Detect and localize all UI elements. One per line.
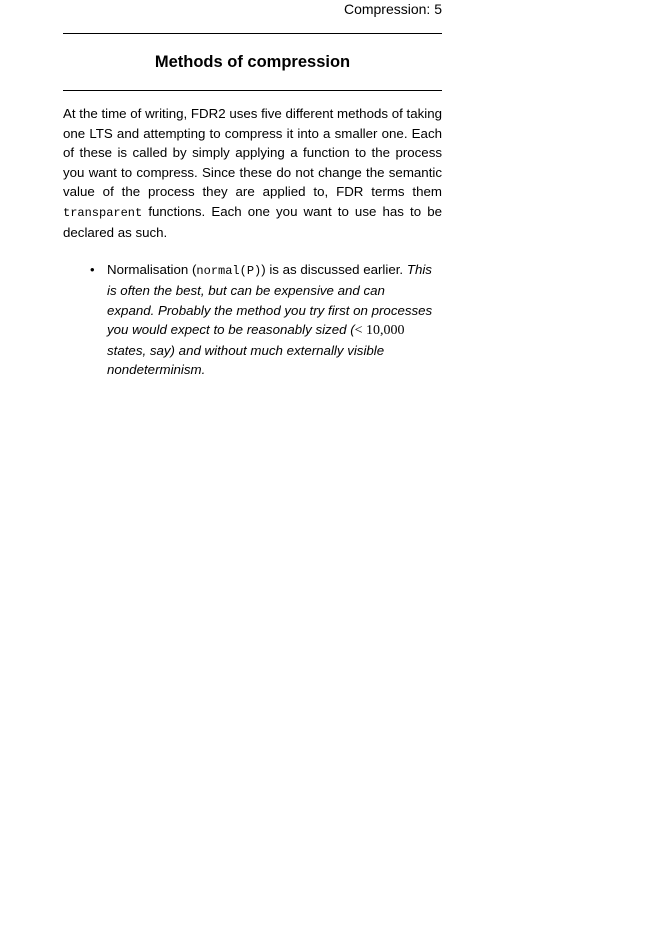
method-description-start: This is often the best, but can be expensive and can expand. Probably the method you try first on processes you would expect to be reasonably sized ( <box>107 261 433 337</box>
list-item <box>63 260 433 380</box>
method-description-end: states, say) and without much externally visible nondeterminism. <box>107 342 385 377</box>
intro-text-end: functions. Each one you want to use has to be declared as such. <box>63 203 442 240</box>
intro-text-start: At the time of writing, FDR2 uses five different methods of taking one LTS and attempting to compress it into a smaller one. Each of these is called by simply applying a function to the process you want to compress. Since these do not change the semantic value of the process they are applied to, FDR terms them <box>63 106 442 199</box>
title-rule-bottom <box>63 90 442 91</box>
bullet-icon: • <box>90 261 95 277</box>
section-title: Methods of compression <box>154 53 351 71</box>
transparent-keyword: transparent <box>63 205 143 220</box>
method-name-start: Normalisation ( <box>107 261 197 277</box>
intro-paragraph <box>63 104 442 243</box>
methods-list <box>63 260 442 380</box>
running-header: Compression: 5 <box>343 1 442 17</box>
state-count-math: < 10,000 <box>354 323 405 338</box>
body-text <box>63 104 442 380</box>
title-rule-top <box>63 33 442 34</box>
method-name-end: ) is as discussed earlier. <box>261 261 404 277</box>
method-code: normal(P) <box>196 263 262 278</box>
